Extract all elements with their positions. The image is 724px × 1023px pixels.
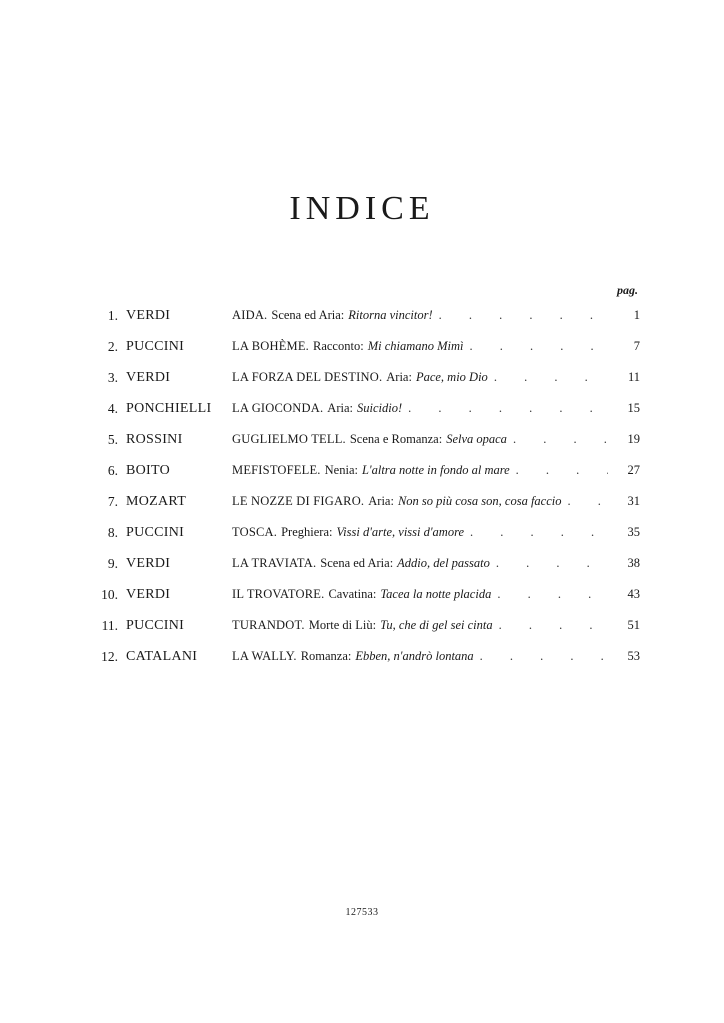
opera-title: IL TROVATORE.: [232, 587, 325, 601]
aria-title: Pace, mio Dio: [415, 370, 488, 384]
composer-name: VERDI: [126, 555, 171, 571]
dot-leader: [499, 618, 608, 633]
piece-type: Cavatina:: [328, 587, 377, 601]
page-number: 27: [627, 463, 640, 477]
dot-leader: [513, 432, 608, 447]
entry-number: 3.: [107, 369, 118, 385]
page-title: INDICE: [289, 190, 435, 227]
opera-title: TOSCA.: [232, 525, 278, 539]
entry-number: 11.: [101, 617, 118, 633]
composer-name: ROSSINI: [126, 431, 183, 447]
work-description: [232, 618, 608, 633]
composer-name: PUCCINI: [126, 524, 185, 540]
work-description: [232, 525, 608, 540]
toc-entry: [88, 424, 640, 455]
opera-title: LA WALLY.: [232, 649, 297, 663]
opera-title: LA TRAVIATA.: [232, 556, 317, 570]
piece-type: Preghiera:: [281, 525, 333, 539]
toc-entry: [88, 362, 640, 393]
toc-entry: [88, 300, 640, 331]
composer-name: PONCHIELLI: [126, 400, 212, 416]
work-description: [232, 370, 608, 385]
toc-entry: [88, 331, 640, 362]
entry-number: 2.: [107, 338, 118, 354]
toc-entry: [88, 548, 640, 579]
work-description: [232, 649, 608, 664]
piece-type: Scena e Romanza:: [349, 432, 443, 446]
entry-number: 5.: [107, 431, 118, 447]
page-number: 15: [627, 401, 640, 415]
aria-title: Selva opaca: [446, 432, 507, 446]
piece-type: Aria:: [386, 370, 412, 384]
aria-title: Tacea la notte placida: [380, 587, 492, 601]
dot-leader: [494, 370, 608, 385]
aria-title: Non so più cosa son, cosa faccio: [397, 494, 562, 508]
composer-name: VERDI: [126, 307, 171, 323]
aria-title: Ritorna vincitor!: [348, 308, 433, 322]
piece-type: Scena ed Aria:: [271, 308, 345, 322]
aria-title: Suicidio!: [356, 401, 403, 415]
page-number: 31: [627, 494, 640, 508]
dot-leader: [568, 494, 609, 509]
opera-title: TURANDOT.: [232, 618, 305, 632]
opera-title: LA FORZA DEL DESTINO.: [232, 370, 383, 384]
toc-entry: [88, 610, 640, 641]
entry-number: 10.: [101, 586, 118, 602]
aria-title: Mi chiamano Mimì: [367, 339, 464, 353]
aria-title: Addio, del passato: [397, 556, 490, 570]
opera-title: LA BOHÈME.: [232, 339, 309, 353]
entry-number: 1.: [107, 307, 118, 323]
page-number: 1: [633, 308, 640, 322]
piece-type: Romanza:: [300, 649, 352, 663]
dot-leader: [480, 649, 608, 664]
toc-entry: [88, 517, 640, 548]
table-of-contents: [88, 300, 640, 672]
page-number: 38: [627, 556, 640, 570]
toc-entry: [88, 455, 640, 486]
work-description: [232, 432, 608, 447]
piece-type: Aria:: [327, 401, 353, 415]
aria-title: Ebben, n'andrò lontana: [355, 649, 474, 663]
composer-name: VERDI: [126, 586, 171, 602]
piece-type: Aria:: [368, 494, 394, 508]
aria-title: Tu, che di gel sei cinta: [380, 618, 493, 632]
page-column-label: pag.: [617, 283, 638, 297]
dot-leader: [470, 525, 608, 540]
page-number: 43: [627, 587, 640, 601]
opera-title: GUGLIELMO TELL.: [232, 432, 346, 446]
page-number: 53: [627, 649, 640, 663]
opera-title: MEFISTOFELE.: [232, 463, 321, 477]
work-description: [232, 308, 608, 323]
work-description: [232, 463, 608, 478]
entry-number: 8.: [107, 524, 118, 540]
dot-leader: [496, 556, 608, 571]
composer-name: VERDI: [126, 369, 171, 385]
toc-entry: [88, 641, 640, 672]
work-description: [232, 339, 608, 354]
dot-leader: [497, 587, 608, 602]
page-number: 35: [627, 525, 640, 539]
work-description: [232, 401, 608, 416]
toc-entry: [88, 393, 640, 424]
dot-leader: [439, 308, 608, 323]
page-number: 51: [627, 618, 640, 632]
page-number: 11: [627, 370, 640, 384]
page-number: 7: [633, 339, 640, 353]
dot-leader: [516, 463, 608, 478]
entry-number: 4.: [107, 400, 118, 416]
work-description: [232, 587, 608, 602]
page-number: 19: [627, 432, 640, 446]
opera-title: LE NOZZE DI FIGARO.: [232, 494, 365, 508]
entry-number: 9.: [107, 555, 118, 571]
entry-number: 7.: [107, 493, 118, 509]
entry-number: 12.: [101, 648, 118, 664]
composer-name: BOITO: [126, 462, 171, 478]
dot-leader: [470, 339, 608, 354]
aria-title: L'altra notte in fondo al mare: [361, 463, 510, 477]
piece-type: Racconto:: [313, 339, 364, 353]
composer-name: PUCCINI: [126, 338, 185, 354]
opera-title: AIDA.: [232, 308, 268, 322]
composer-name: PUCCINI: [126, 617, 185, 633]
entry-number: 6.: [107, 462, 118, 478]
toc-entry: [88, 579, 640, 610]
toc-entry: [88, 486, 640, 517]
aria-title: Vissi d'arte, vissi d'amore: [336, 525, 465, 539]
composer-name: CATALANI: [126, 648, 198, 664]
composer-name: MOZART: [126, 493, 187, 509]
work-description: [232, 494, 608, 509]
dot-leader: [408, 401, 608, 416]
piece-type: Scena ed Aria:: [320, 556, 394, 570]
opera-title: LA GIOCONDA.: [232, 401, 324, 415]
catalog-number: 127533: [345, 907, 379, 918]
work-description: [232, 556, 608, 571]
piece-type: Nenia:: [324, 463, 358, 477]
piece-type: Morte di Liù:: [308, 618, 377, 632]
